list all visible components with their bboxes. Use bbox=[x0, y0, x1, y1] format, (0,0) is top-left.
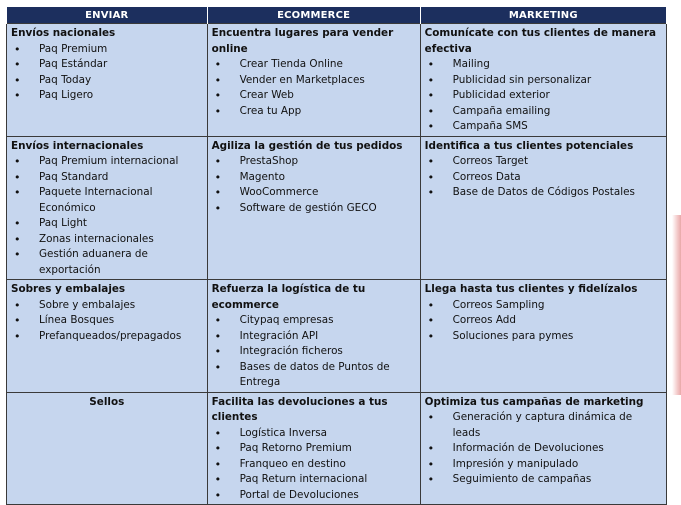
cell-marketing bbox=[420, 280, 666, 393]
cell-title: Identifica a tus clientes potenciales bbox=[424, 139, 634, 152]
list-item: • Paq Today bbox=[11, 73, 203, 89]
list-item: • Mailing bbox=[425, 57, 662, 73]
list-item: • Publicidad sin personalizar bbox=[425, 73, 662, 89]
table-row bbox=[7, 136, 667, 280]
list-item: • Integración ficheros bbox=[212, 344, 416, 360]
cell-title: Agiliza la gestión de tus pedidos bbox=[211, 139, 403, 152]
item-list bbox=[11, 298, 203, 345]
list-item: • Seguimiento de campañas bbox=[425, 472, 662, 488]
list-item: • Sobre y embalajes bbox=[11, 298, 203, 314]
list-item: • Paq Return internacional bbox=[212, 472, 416, 488]
cell-title: Facilita las devoluciones a tus clientes bbox=[211, 395, 388, 423]
list-item: • Crea tu App bbox=[212, 104, 416, 120]
list-item: • Línea Bosques bbox=[11, 313, 203, 329]
header-marketing: MARKETING bbox=[420, 7, 666, 24]
cell-enviar bbox=[7, 24, 208, 137]
list-item: • Paq Premium bbox=[11, 42, 203, 58]
cell-marketing bbox=[420, 24, 666, 137]
list-item: • Base de Datos de Códigos Postales bbox=[425, 185, 662, 201]
list-item: • Generación y captura dinámica de leads bbox=[425, 410, 662, 441]
list-item: • Software de gestión GECO bbox=[212, 201, 416, 217]
cell-enviar bbox=[7, 392, 208, 505]
table-row bbox=[7, 24, 667, 137]
list-item: • Correos Add bbox=[425, 313, 662, 329]
cell-ecommerce bbox=[207, 392, 420, 505]
item-list bbox=[425, 57, 662, 135]
header-enviar: ENVIAR bbox=[7, 7, 208, 24]
list-item: • Correos Sampling bbox=[425, 298, 662, 314]
list-item: • Crear Tienda Online bbox=[212, 57, 416, 73]
header-ecommerce: ECOMMERCE bbox=[207, 7, 420, 24]
item-list bbox=[212, 426, 416, 504]
cell-title: Sellos bbox=[89, 395, 125, 408]
decorative-side-bar bbox=[672, 215, 681, 395]
list-item: • Crear Web bbox=[212, 88, 416, 104]
cell-marketing bbox=[420, 392, 666, 505]
cell-title: Encuentra lugares para vender online bbox=[211, 27, 394, 55]
list-item: • Portal de Devoluciones bbox=[212, 488, 416, 504]
list-item: • Paq Premium internacional bbox=[11, 154, 203, 170]
list-item: • PrestaShop bbox=[212, 154, 416, 170]
header-row bbox=[7, 7, 667, 24]
list-item: • Magento bbox=[212, 170, 416, 186]
list-item: • Logística Inversa bbox=[212, 426, 416, 442]
cell-title: Envíos internacionales bbox=[11, 139, 144, 152]
list-item: • Bases de datos de Puntos de Entrega bbox=[212, 360, 416, 391]
table-row bbox=[7, 280, 667, 393]
list-item: • Paq Standard bbox=[11, 170, 203, 186]
cell-ecommerce bbox=[207, 280, 420, 393]
item-list bbox=[425, 154, 662, 201]
list-item: • Paq Estándar bbox=[11, 57, 203, 73]
list-item: • Correos Data bbox=[425, 170, 662, 186]
cell-title: Optimiza tus campañas de marketing bbox=[424, 395, 644, 408]
item-list bbox=[425, 410, 662, 488]
cell-title: Refuerza la logística de tu ecommerce bbox=[211, 283, 366, 311]
item-list bbox=[212, 154, 416, 216]
list-item: • Información de Devoluciones bbox=[425, 441, 662, 457]
list-item: • Zonas internacionales bbox=[11, 232, 203, 248]
cell-marketing bbox=[420, 136, 666, 280]
item-list bbox=[425, 298, 662, 345]
item-list bbox=[11, 154, 203, 278]
cell-enviar bbox=[7, 136, 208, 280]
cell-title: Sobres y embalajes bbox=[11, 283, 126, 295]
services-table bbox=[6, 6, 667, 505]
list-item: • Franqueo en destino bbox=[212, 457, 416, 473]
item-list bbox=[212, 57, 416, 119]
item-list bbox=[11, 42, 203, 104]
list-item: • Integración API bbox=[212, 329, 416, 345]
list-item: • Paq Light bbox=[11, 216, 203, 232]
list-item: • Citypaq empresas bbox=[212, 313, 416, 329]
list-item: • Soluciones para pymes bbox=[425, 329, 662, 345]
table-row bbox=[7, 392, 667, 505]
list-item: • Paq Retorno Premium bbox=[212, 441, 416, 457]
list-item: • Vender en Marketplaces bbox=[212, 73, 416, 89]
cell-enviar bbox=[7, 280, 208, 393]
cell-title: Envíos nacionales bbox=[11, 27, 116, 39]
cell-ecommerce bbox=[207, 24, 420, 137]
list-item: • Impresión y manipulado bbox=[425, 457, 662, 473]
list-item: • Campaña emailing bbox=[425, 104, 662, 120]
item-list bbox=[212, 313, 416, 391]
cell-title: Comunícate con tus clientes de manera efectiva bbox=[424, 27, 656, 55]
list-item: • Gestión aduanera de exportación bbox=[11, 247, 203, 278]
cell-ecommerce bbox=[207, 136, 420, 280]
list-item: • WooCommerce bbox=[212, 185, 416, 201]
list-item: • Paquete Internacional Económico bbox=[11, 185, 203, 216]
list-item: • Prefanqueados/prepagados bbox=[11, 329, 203, 345]
list-item: • Paq Ligero bbox=[11, 88, 203, 104]
cell-title: Llega hasta tus clientes y fidelízalos bbox=[424, 283, 638, 295]
list-item: • Correos Target bbox=[425, 154, 662, 170]
list-item: • Publicidad exterior bbox=[425, 88, 662, 104]
list-item: • Campaña SMS bbox=[425, 119, 662, 135]
